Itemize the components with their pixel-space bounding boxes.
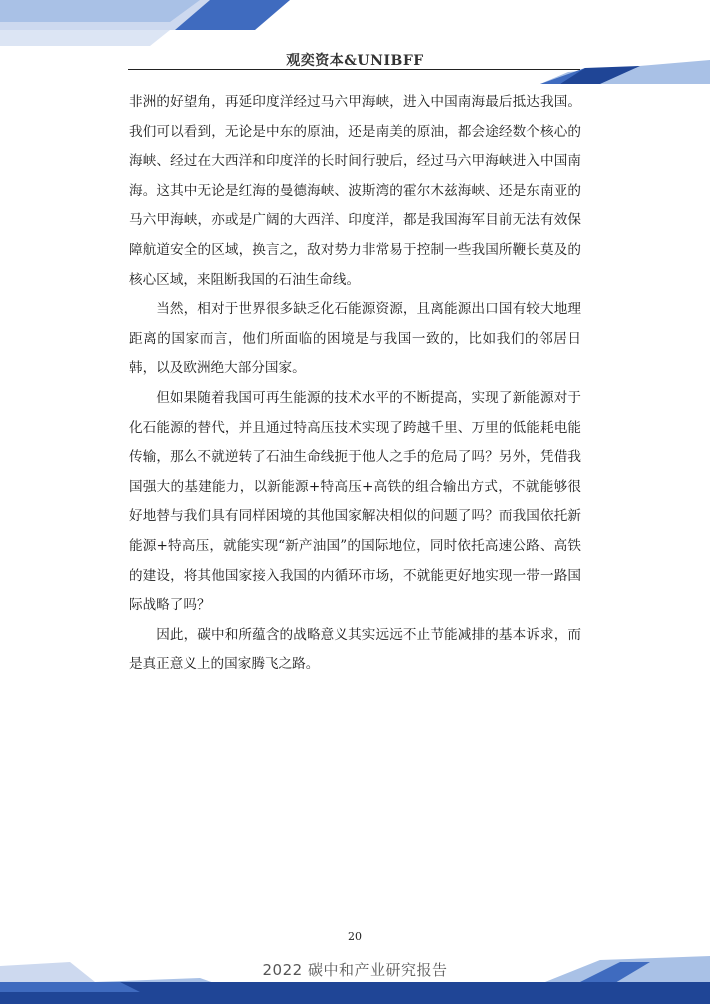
header-title: 观奕资本&UNIBFF <box>286 53 424 69</box>
paragraph-2: 当然，相对于世界很多缺乏化石能源资源，且离能源出口国有较大地理距离的国家而言，他们所面临的困境是与我国一致的，比如我们的邻居日韩，以及欧洲绝大部分国家。 <box>129 301 581 377</box>
paragraph-1: 非洲的好望角，再延印度洋经过马六甲海峡，进入中国南海最后抵达我国。我们可以看到，无论是中东的原油，还是南美的原油，都会途经数个核心的海峡、经过在大西洋和印度洋的长时间行驶后，经过马六甲海峡进入中国南海。这其中无论是红海的曼德海峡、波斯湾的霍尔木兹海峡、还是东南亚的马六甲海峡，亦或是广阔的大西洋、印度洋，都是我国海军目前无法有效保障航道安全的区域，换言之，敌对势力非常易于控制一些我国所鞭长莫及的核心区域，来阻断我国的石油生命线。 <box>129 94 581 288</box>
footer-report-title: 2022 碳中和产业研究报告 <box>262 961 448 979</box>
body-text <box>129 88 581 680</box>
paragraph-4: 因此，碳中和所蕴含的战略意义其实远远不止节能减排的基本诉求，而是真正意义上的国家腾飞之路。 <box>129 626 581 673</box>
page-number: 20 <box>348 930 362 943</box>
paragraph-3: 但如果随着我国可再生能源的技术水平的不断提高，实现了新能源对于化石能源的替代，并且通过特高压技术实现了跨越千里、万里的低能耗电能传输，那么不就逆转了石油生命线扼于他人之手的危局了吗？另外，凭借我国强大的基建能力，以新能源+特高压+高铁的组合输出方式，不就能够很好地替与我们具有同样困境的其他国家解决相似的问题了吗？而我国依托新能源+特高压，就能实现“新产油国”的国际地位，同时依托高速公路、高铁的建设，将其他国家接入我国的内循环市场，不就能更好地实现一带一路国际战略了吗？ <box>129 389 581 614</box>
header-divider <box>128 69 580 70</box>
